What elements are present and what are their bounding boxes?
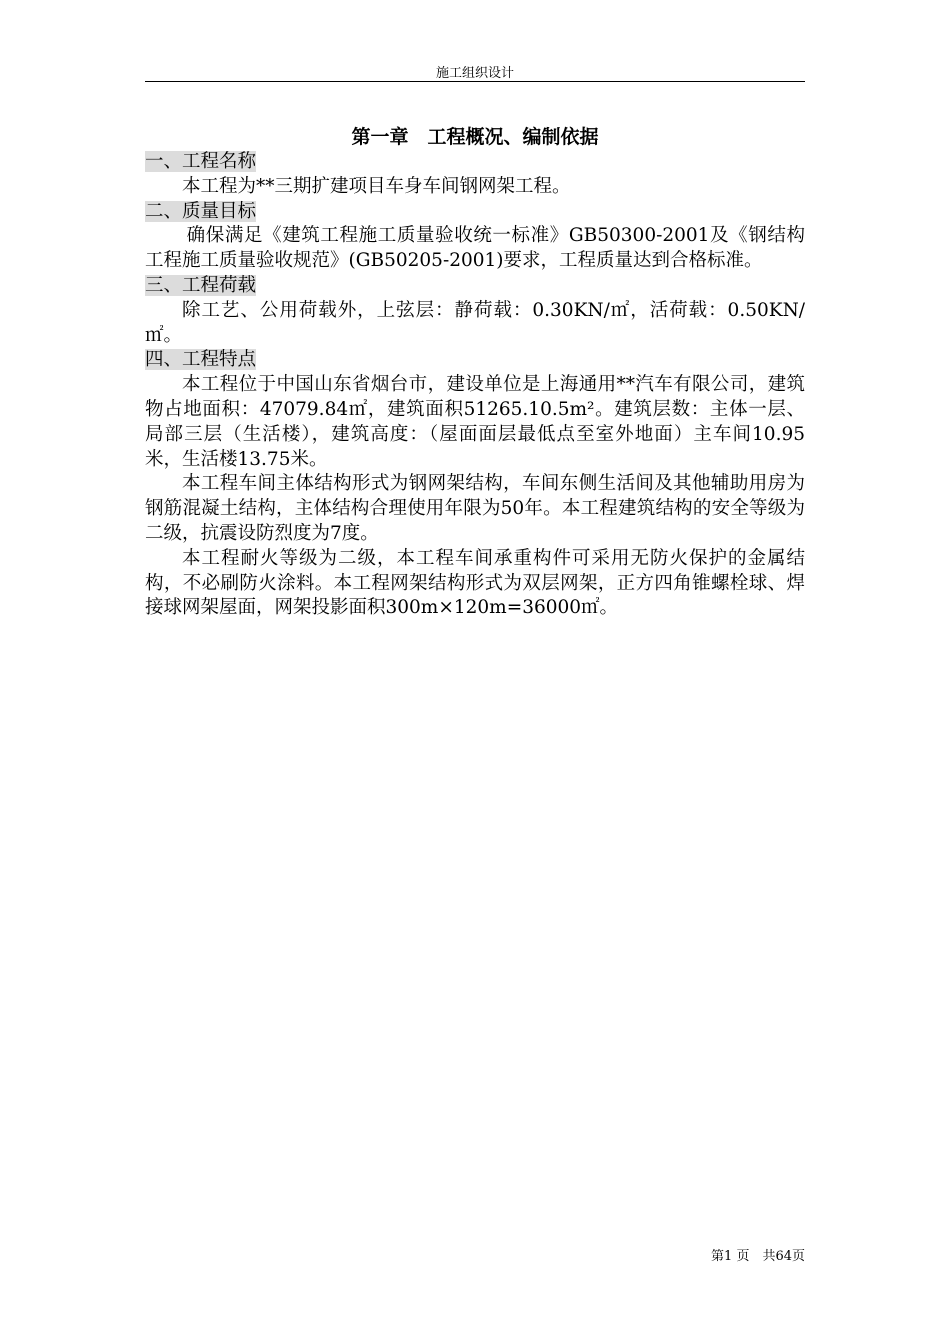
paragraph: 本工程车间主体结构形式为钢网架结构，车间东侧生活间及其他辅助用房为钢筋混凝土结构，主体结构合理使用年限为50年。本工程建筑结构的安全等级为二级，抗震设防烈度为7度。 <box>145 473 805 544</box>
document-body <box>145 124 805 621</box>
section-heading-name: 一、工程名称 <box>145 151 257 172</box>
paragraph: 本工程为**三期扩建项目车身车间钢网架工程。 <box>182 175 571 197</box>
paragraph: 本工程耐火等级为二级，本工程车间承重构件可采用无防火保护的金属结构，不必刷防火涂料。本工程网架结构形式为双层网架，正方四角锥螺栓球、焊接球网架屋面，网架投影面积300m×120m=36000㎡。 <box>145 547 805 619</box>
section-heading-features: 四、工程特点 <box>145 349 257 371</box>
header-rule <box>145 81 805 82</box>
section-heading-quality: 二、质量目标 <box>145 200 257 222</box>
paragraph: 除工艺、公用荷载外，上弦层：静荷载：0.30KN/㎡，活荷载：0.50KN/㎡。 <box>145 299 805 346</box>
paragraph: 确保满足《建筑工程施工质量验收统一标准》GB50300-2001及《钢结构工程施工质量验收规范》(GB50205-2001)要求，工程质量达到合格标准。 <box>145 225 805 272</box>
page-footer: 第1 页 共64页 <box>711 1249 805 1264</box>
page-header: 施工组织设计 <box>435 66 514 81</box>
paragraph: 本工程位于中国山东省烟台市，建设单位是上海通用**汽车有限公司，建筑物占地面积：47079.84㎡，建筑面积51265.10.5m²。建筑层数：主体一层、局部三层（生活楼），建筑高度：（屋面面层最低点至室外地面）主车间10.95米，生活楼13.75米。 <box>145 374 805 470</box>
section-heading-load: 三、工程荷载 <box>145 274 257 296</box>
chapter-title: 第一章 工程概况、编制依据 <box>351 126 599 148</box>
